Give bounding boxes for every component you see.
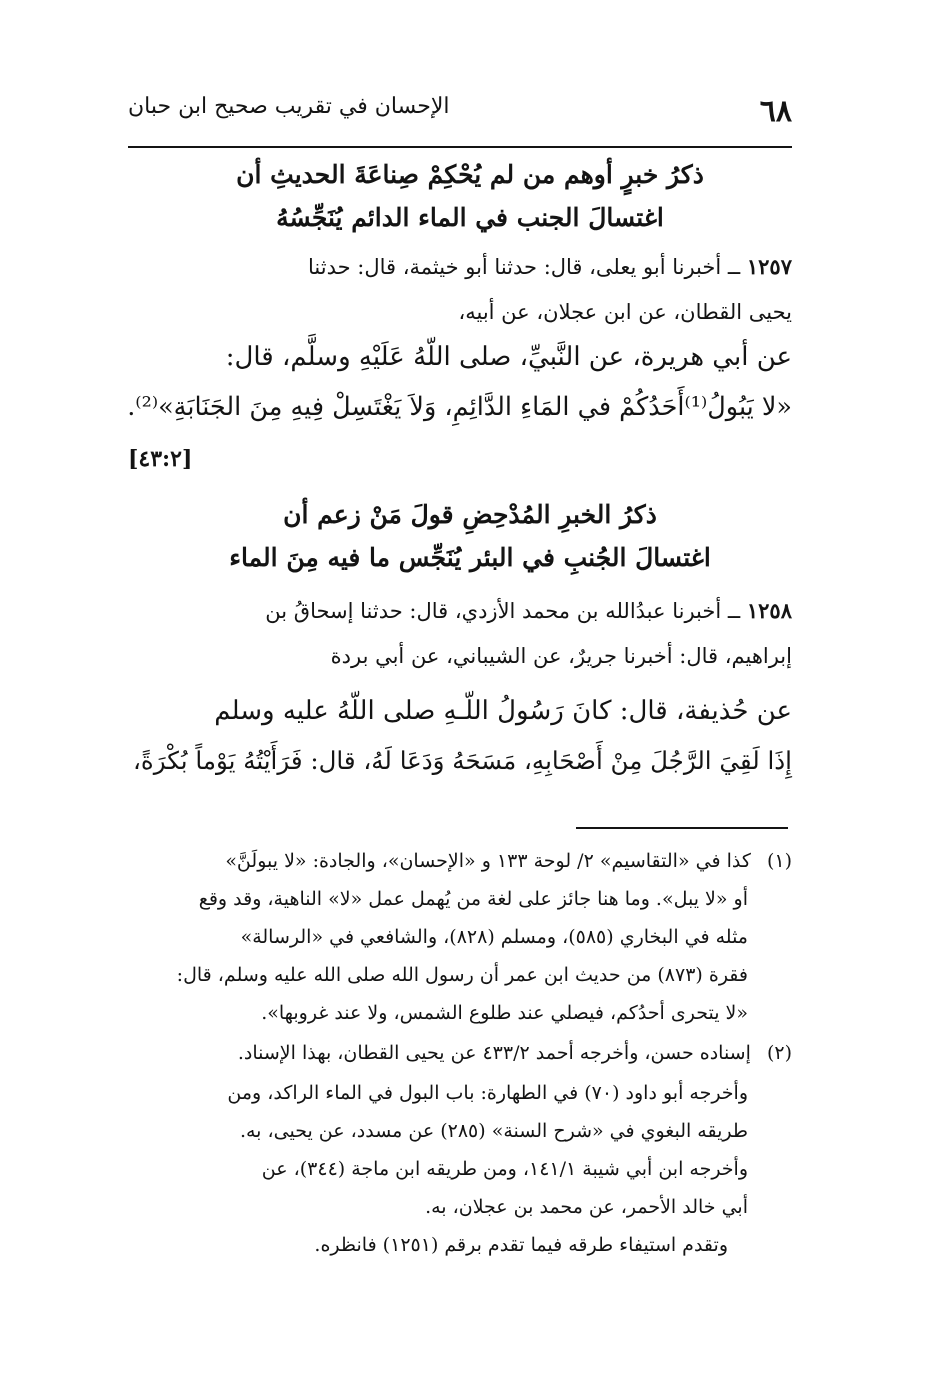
chapter-heading: ذكرُ الخبرِ المُدْحِضِ قولَ مَنْ زعم أن	[283, 500, 657, 529]
footnote-text: كذا في «التقاسيم» ٢/ لوحة ١٣٣ و «الإحسان»، والجادة: «لا يبولَنَّ»	[225, 850, 751, 872]
header-rule	[128, 146, 792, 148]
footnote-text: وأخرجه أبو داود (٧٠) في الطهارة: باب البول في الماء الراكد، ومن	[227, 1082, 748, 1104]
hadith-number: ١٢٥٨	[746, 598, 792, 623]
hadith-matn: إِذَا لَقِيَ الرَّجُلَ مِنْ أَصْحَابِهِ، مَسَحَهُ وَدَعَا لَهُ، قال: فَرَأَيْتُهُ يَوْماً بُكْرَةً،	[132, 746, 792, 775]
isnad-text: إبراهيم، قال: أخبرنا جريرٌ، عن الشيباني، عن أبي بردة	[330, 644, 792, 668]
footnote-rule	[576, 827, 788, 829]
running-header	[128, 92, 792, 140]
isnad-text: ــ أخبرنا أبو يعلى، قال: حدثنا أبو خيثمة، قال: حدثنا	[308, 255, 741, 279]
footnote-text: وتقدم استيفاء طرقه فيما تقدم برقم (١٢٥١) فانظره.	[314, 1234, 728, 1256]
footnote-text: فقرة (٨٧٣) من حديث ابن عمر أن رسول الله صلى الله عليه وسلم، قال:	[176, 964, 748, 986]
footnote-number: (٢)	[766, 1042, 792, 1064]
footnote	[128, 850, 792, 872]
isnad-text: يحيى القطان، عن ابن عجلان، عن أبيه،	[458, 300, 792, 324]
hadith-matn: عن أبي هريرة، عن النَّبيِّ، صلى اللّهُ عَلَيْهِ وسلَّم، قال:	[225, 342, 792, 372]
footnote	[128, 1042, 792, 1064]
footnote-number: (١)	[766, 850, 792, 872]
source-reference: [٤٣:٢]	[128, 446, 193, 472]
chapter-heading: اغتسالَ الجنب في الماء الدائم يُنَجِّسُهُ	[276, 203, 664, 232]
chapter-heading: اغتسالَ الجُنبِ في البئر يُنَجِّس ما فيه مِنَ الماء	[229, 543, 711, 572]
isnad-text: ــ أخبرنا عبدُالله بن محمد الأزدي، قال: حدثنا إسحاقُ بن	[265, 599, 741, 623]
footnote-text: طريقه البغوي في «شرح السنة» (٢٨٥) عن مسدد، عن يحيى، به.	[239, 1120, 748, 1142]
hadith-number: ١٢٥٧	[746, 254, 792, 279]
hadith-matn: عن حُذيفة، قال: كانَ رَسُولُ اللّـهِ صلى اللّهُ عليه وسلم	[214, 696, 792, 726]
chapter-heading: ذكرُ خبرٍ أوهم من لم يُحْكِمْ صِناعَةَ الحديثِ أن	[236, 160, 704, 189]
footnote-text: أو «لا يبل». وما هنا جائز على لغة من يُهمل عمل «لا» الناهية، وقد وقع	[198, 888, 748, 910]
footnote-text: وأخرجه ابن أبي شيبة ١٤١/١، ومن طريقه ابن ماجة (٣٤٤)، عن	[261, 1158, 748, 1180]
page-number: ٦٨	[759, 94, 792, 129]
footnote-text: «لا يتحرى أحدُكم، فيصلي عند طلوع الشمس، ولا عند غروبها».	[261, 1002, 748, 1024]
hadith-isnad	[128, 254, 792, 279]
footnote-text: أبي خالد الأحمر، عن محمد بن عجلان، به.	[425, 1196, 748, 1218]
book-title: الإحسان في تقريب صحيح ابن حبان	[128, 94, 450, 119]
hadith-matn: «لا يَبُولُ⁽¹⁾أَحَدُكُمْ في المَاءِ الدَّائِمِ، وَلاَ يَغْتَسِلْ فِيهِ مِنَ الجَنَابَةِ»⁽²⁾.	[127, 392, 792, 422]
footnote-text: مثله في البخاري (٥٨٥)، ومسلم (٨٢٨)، والشافعي في «الرسالة»	[240, 926, 748, 948]
footnote-text: إسناده حسن، وأخرجه أحمد ٤٣٣/٢ عن يحيى القطان، بهذا الإسناد.	[237, 1042, 751, 1064]
hadith-isnad	[128, 598, 792, 623]
